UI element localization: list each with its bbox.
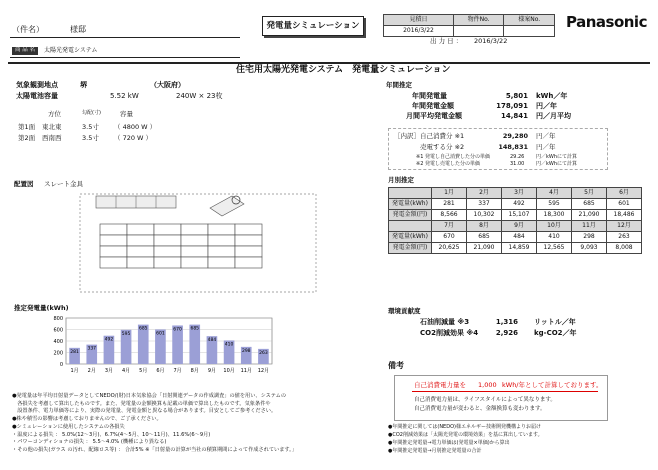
yen-cell: 12,565 (537, 243, 572, 254)
monthly-row (389, 188, 642, 199)
solar-panel (127, 235, 154, 246)
yen-cell: 10,302 (467, 210, 502, 221)
right-note: ●年間推定に関しては(NEDO)様エネルギー技術開発機構よりお届け (388, 424, 541, 430)
face-dir: 東北東 (42, 123, 62, 131)
bar-value-label: 595 (121, 331, 131, 337)
bar-value-label: 685 (138, 326, 148, 332)
month-corner (389, 188, 432, 199)
footnote-line: ・パワーコンディショナの損失 ： 5.5〜4.0% (機種により異なる) (12, 439, 167, 446)
oil-value: 1,316 (495, 318, 518, 326)
annual-title: 年間推定 (386, 81, 412, 89)
name-value: 様邸 (70, 25, 86, 34)
yen-cell: 14,859 (502, 243, 537, 254)
solar-panel (154, 224, 181, 235)
solar-panel (208, 235, 235, 246)
info-value (504, 26, 555, 37)
generation-bar-chart (40, 314, 280, 376)
solar-panel (235, 257, 262, 268)
yen-cell: 18,300 (537, 210, 572, 221)
annual-gen-label: 年間発電量 (412, 92, 447, 100)
bar-value-label: 410 (224, 342, 234, 348)
monthly-avg-unit: 円／月平均 (536, 112, 571, 120)
footnotes (12, 394, 378, 456)
yen-cell: 8,008 (607, 243, 642, 254)
location-label: 気象観測地点 (16, 81, 58, 89)
yen-cell: 20,625 (432, 243, 467, 254)
row-label: 発電量(kWh) (389, 199, 432, 210)
month-header: 12月 (607, 221, 642, 232)
kwh-cell: 298 (572, 232, 607, 243)
info-header: 見積日 (384, 15, 454, 26)
kwh-cell: 685 (572, 199, 607, 210)
monthly-avg-value: 14,841 (500, 112, 528, 120)
footnote-line: ・その他の損失(ガラス の汚れ、配線ロス等) ： 合計5% ※「日射量の計算が当社の積算期間によって作成されています。」 (12, 446, 297, 453)
output-date: 2016/3/22 (474, 37, 508, 45)
annual-amount-label: 年間発電金額 (412, 102, 454, 110)
self-value: 29,280 (502, 132, 528, 140)
kwh-cell: 670 (432, 232, 467, 243)
solar-panel (235, 246, 262, 257)
yen-cell: 21,090 (572, 210, 607, 221)
tilted-panel (210, 196, 244, 216)
solar-panel (127, 257, 154, 268)
kwh-cell: 685 (467, 232, 502, 243)
solar-panel (181, 235, 208, 246)
info-table (383, 14, 555, 37)
location-value: 堺 (80, 81, 87, 89)
month-corner (389, 221, 432, 232)
month-header: 3月 (502, 188, 537, 199)
right-note: ●年間推定発電量→月別推定発電量の合計 (388, 448, 482, 454)
layout-label: 配置図 (14, 180, 34, 188)
y-tick-label: 0 (59, 362, 63, 368)
x-tick-label: 12月 (257, 368, 270, 374)
month-header: 9月 (502, 221, 537, 232)
x-tick-label: 7月 (173, 368, 182, 374)
output-label: 出 力 日 ： (430, 37, 463, 45)
solar-panel (100, 235, 127, 246)
solar-panel (154, 246, 181, 257)
bar-value-label: 670 (173, 327, 182, 333)
remarks-red-label: 自己消費電力量を (414, 381, 466, 389)
month-header: 10月 (537, 221, 572, 232)
footnote-line: ・温度による損失 ： 5.0%(12〜3月)、6.7%(4〜5月、10〜11月)、11.6%(6〜9月) (12, 431, 211, 438)
month-header: 11月 (572, 221, 607, 232)
x-tick-label: 1月 (70, 368, 79, 374)
solar-panel (181, 224, 208, 235)
solar-panel (208, 257, 235, 268)
panel-layout-diagram (70, 190, 326, 300)
annual-gen-unit: kWh／年 (536, 92, 568, 100)
chart-title: 推定発電量(kWh) (14, 304, 69, 312)
layout-roof: スレート金具 (44, 180, 83, 188)
footnote-line: ●株や積雪の影響は考慮しておりませんので、ご了承ください。 (12, 416, 162, 423)
remarks-line: 自己消費電力量が変わると、金額換算も変わります。 (414, 406, 546, 412)
solar-panel (208, 246, 235, 257)
x-tick-label: 3月 (104, 368, 114, 374)
title-box: 発電量シミュレーション (262, 16, 364, 36)
bar-value-label: 298 (241, 348, 251, 354)
kwh-cell: 337 (467, 199, 502, 210)
info-value: 2016/3/22 (384, 26, 454, 37)
solar-panel (100, 246, 127, 257)
yen-cell: 9,093 (572, 243, 607, 254)
row-label: 発電量(kWh) (389, 232, 432, 243)
yen-cell: 15,107 (502, 210, 537, 221)
bar-value-label: 492 (104, 337, 114, 343)
monthly-row (389, 232, 642, 243)
yen-cell: 8,566 (432, 210, 467, 221)
kwh-cell: 263 (607, 232, 642, 243)
kwh-cell: 410 (537, 232, 572, 243)
solar-panel (181, 246, 208, 257)
env-title: 環境貢献度 (388, 307, 421, 315)
note2-value: 31.00 (510, 161, 525, 167)
main-panel-array (100, 224, 262, 268)
remarks-red-value: 1,000 (478, 381, 497, 389)
product-tag: 商 品 名 (12, 47, 38, 55)
solar-panel (127, 224, 154, 235)
face-slope: 3.5寸 (82, 134, 99, 142)
note2-unit: 円／kWhにて計算 (536, 161, 578, 167)
footnote-line: 設置条件、電力単価等により、実際の発電量、発電金額と異なる場合があります。目安としてご参考ください。 (12, 408, 277, 415)
right-note: ●CO2削減効果は「太陽光発電の環境効果」を基に算出しています。 (388, 432, 543, 438)
info-value (453, 26, 504, 37)
product-value: 太陽光発電システム (44, 47, 98, 54)
monthly-row (389, 221, 642, 232)
sell-unit: 円／年 (536, 143, 556, 151)
month-header: 2月 (467, 188, 502, 199)
capacity-detail: 240W × 23枚 (176, 92, 223, 100)
x-tick-label: 4月 (121, 368, 131, 374)
footnote-line: 各損失を考慮して算出したものです。また、発電量の金額換算も記載の単価で算出したものです。気象条件や (12, 400, 271, 407)
x-tick-label: 5月 (139, 368, 148, 374)
name-label: （件名） (12, 25, 44, 34)
face-name: 第2面 (18, 134, 36, 142)
oil-label: 石油削減量 ※3 (420, 318, 470, 326)
solar-panel (154, 235, 181, 246)
kwh-cell: 492 (502, 199, 537, 210)
y-tick-label: 400 (53, 339, 63, 345)
bar-value-label: 337 (87, 346, 97, 352)
yen-cell: 21,090 (467, 243, 502, 254)
monthly-avg-label: 月間平均発電金額 (406, 112, 462, 120)
annual-gen-value: 5,801 (505, 92, 528, 100)
yen-cell: 18,486 (607, 210, 642, 221)
title-rule (8, 62, 650, 64)
co2-label: CO2削減効果 ※4 (420, 329, 479, 337)
breakdown-title: ［内訳］ (394, 132, 420, 140)
self-label: 自己消費分 ※1 (420, 132, 465, 140)
bar-value-label: 685 (190, 326, 200, 332)
monthly-title: 月別推定 (388, 176, 414, 184)
note1-unit: 円／kWhにて計算 (536, 154, 578, 160)
face-cap: （ 4800 W ） (114, 123, 157, 131)
capacity-label: 太陽電池容量 (16, 92, 58, 100)
bar-value-label: 281 (70, 349, 79, 355)
annual-amount-unit: 円／年 (536, 102, 557, 110)
kwh-cell: 281 (432, 199, 467, 210)
co2-value: 2,926 (495, 329, 518, 337)
sell-label: 売電する分 ※2 (420, 143, 465, 151)
right-note: ●年間推定発電量→電力単価は(発電量×単価)から算出 (388, 440, 510, 446)
solar-panel (100, 224, 127, 235)
face-cap: （ 720 W ） (114, 134, 153, 142)
monthly-table (388, 187, 642, 254)
face-name: 第1面 (18, 123, 36, 131)
solar-panel (181, 257, 208, 268)
kwh-cell: 601 (607, 199, 642, 210)
product-underline (10, 57, 240, 58)
y-tick-label: 600 (53, 327, 63, 334)
location-pref: （大阪府） (150, 81, 185, 89)
bar-value-label: 601 (156, 331, 165, 337)
x-tick-label: 8月 (190, 368, 199, 374)
remarks-red-underline (412, 391, 598, 392)
footnote-line: ●発電量は年平均日射量データとしてNEDO/(財)日本気象協会「日射関連データの作成調査」の値を用い、システムの (12, 393, 287, 399)
footnote-line: ●シミュレーションに使用したシステムの各損失 (12, 423, 125, 430)
x-tick-label: 2月 (87, 368, 96, 374)
monthly-row (389, 210, 642, 221)
main-title: 住宅用太陽光発電システム 発電量シミュレーション (236, 65, 451, 75)
annual-amount-value: 178,091 (496, 102, 528, 110)
x-tick-label: 11月 (240, 368, 252, 374)
month-header: 6月 (607, 188, 642, 199)
bar-value-label: 484 (207, 338, 217, 344)
col-cap: 容量 (120, 110, 133, 118)
month-header: 7月 (432, 221, 467, 232)
solar-panel (127, 246, 154, 257)
month-header: 4月 (537, 188, 572, 199)
bar-value-label: 263 (259, 350, 268, 356)
row-label: 発電金額(円) (389, 243, 432, 254)
name-underline (10, 37, 240, 38)
kwh-cell: 484 (502, 232, 537, 243)
monthly-row (389, 243, 642, 254)
sell-value: 148,831 (498, 143, 528, 151)
brand-logo: Panasonic (566, 13, 647, 31)
note2: ※2 発電し売電した分の単価 (416, 161, 480, 167)
x-tick-label: 6月 (156, 368, 165, 374)
remarks-title: 備考 (388, 361, 404, 370)
solar-panel (235, 235, 262, 246)
month-header: 8月 (467, 221, 502, 232)
solar-panel (235, 224, 262, 235)
solar-panel (100, 257, 127, 268)
face-dir: 西南西 (42, 134, 62, 142)
info-header: 物件No. (453, 15, 504, 26)
face-slope: 3.5寸 (82, 123, 99, 131)
y-tick-label: 800 (53, 316, 63, 322)
info-header: 様案No. (504, 15, 555, 26)
note1: ※1 発電し自己消費した分の単価 (416, 154, 490, 160)
co2-unit: kg-CO2／年 (534, 329, 577, 337)
self-unit: 円／年 (536, 132, 556, 140)
oil-unit: リットル／年 (534, 318, 576, 326)
month-header: 1月 (432, 188, 467, 199)
row-label: 発電金額(円) (389, 210, 432, 221)
month-header: 5月 (572, 188, 607, 199)
kwh-cell: 595 (537, 199, 572, 210)
x-tick-label: 9月 (207, 368, 217, 374)
solar-panel (208, 224, 235, 235)
note1-value: 29.26 (510, 154, 525, 160)
remarks-line: 自己消費電力量は、ライフスタイルによって異なります。 (414, 397, 556, 403)
y-tick-label: 200 (53, 350, 63, 357)
col-dir: 方位 (48, 110, 61, 118)
remarks-red-tail: kWh/年として計算しております。 (502, 381, 603, 389)
x-tick-label: 10月 (223, 368, 235, 374)
solar-panel (154, 257, 181, 268)
capacity-value: 5.52 kW (110, 92, 139, 100)
monthly-row (389, 199, 642, 210)
col-slope: 勾配(寸) (82, 110, 101, 116)
